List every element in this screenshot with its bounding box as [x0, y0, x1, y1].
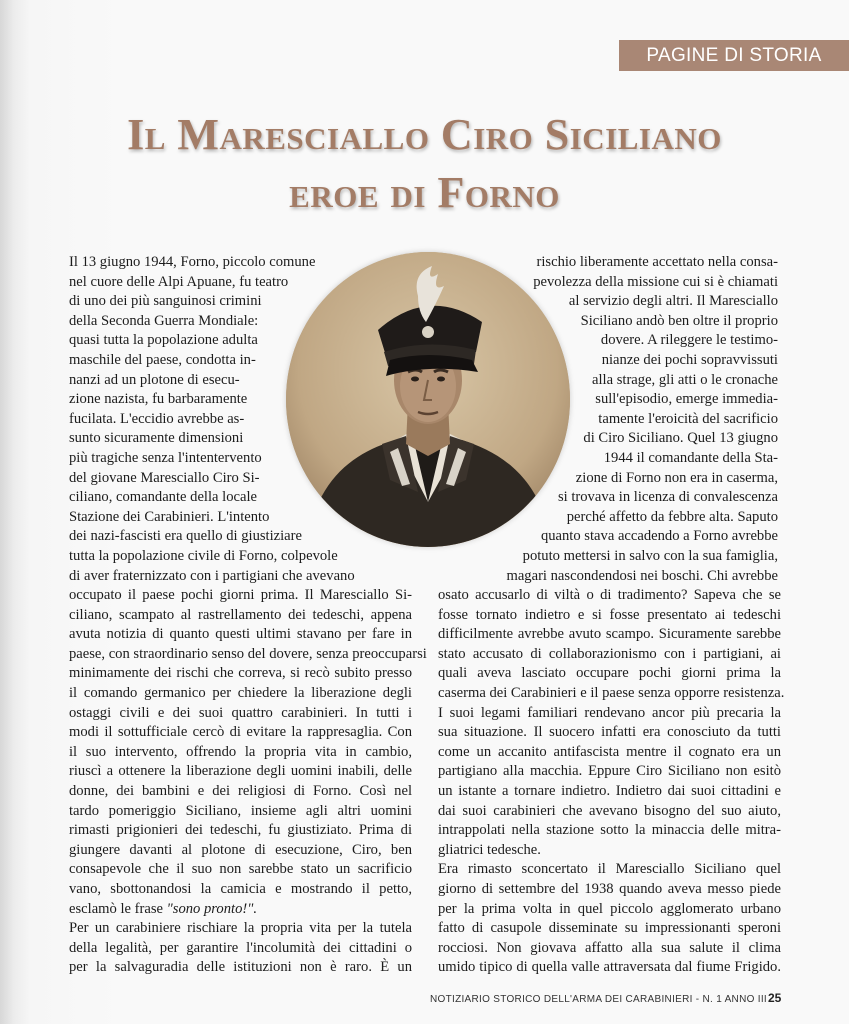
text-line: dovere. A rileggere le testimo-: [600, 332, 778, 349]
text-line: un istante a tornare indietro. Indietro dai suoi cittadini e: [438, 783, 781, 800]
text-line: Per un carabiniere rischiare la propria vita per la tutela: [69, 920, 412, 937]
text-line: zione di Forno non era in caserma,: [575, 469, 778, 486]
footer-publication: NOTIZIARIO STORICO DELL'ARMA DEI CARABINIERI - N. 1 ANNO III: [429, 994, 767, 1005]
text-line: modi il sottufficiale cercò di evitare la rappresaglia. Con: [69, 724, 412, 741]
text-line: ciliano, comandante della locale: [69, 489, 258, 506]
text-line: Era rimasto sconcertato il Maresciallo Siciliano quel: [438, 861, 781, 878]
text-line: osato accusarlo di viltà o di tradimento? Sapeva che se: [438, 587, 781, 604]
text-line: quasi tutta la popolazione adulta: [69, 332, 258, 349]
text-line: maschile del paese, condotta in-: [69, 351, 256, 368]
text-line: minimamente dei rischi che correva, si recò subito presso: [69, 665, 412, 682]
text-line: sull'episodio, emerge immedia-: [595, 391, 778, 408]
text-line: per la salvaguradia delle istituzioni non è raro. È un: [69, 959, 412, 976]
text-line: donne, dei bambini e dei religiosi di Forno. Così nel: [69, 783, 412, 800]
text-line: giungere davanti al plotone di esecuzione, Ciro, ben: [69, 841, 412, 858]
text-line: tutta la popolazione civile di Forno, colpevole: [69, 547, 338, 564]
text-line: dei nazi-fascisti era quello di giustiziare: [69, 528, 303, 545]
text-line: avuta notizia di quanto questi ultimi stavano per fare in: [69, 626, 412, 643]
text-line: della Seconda Guerra Mondiale:: [69, 312, 259, 329]
text-line: nel cuore delle Alpi Apuane, fu teatro: [69, 273, 289, 290]
text-line: quali aveva lasciato occupare pochi giorni prima la: [438, 665, 781, 682]
text-line: per la prima volta in quel piccolo agglomerato urbano: [438, 900, 781, 917]
text-line: Stazione dei Carabinieri. L'intento: [69, 508, 270, 525]
text-line: gliatrici tedesche.: [438, 841, 541, 858]
text-line: sua situazione. Il suocero infatti era conosciuto da tutti: [438, 724, 781, 741]
text-line: dai suoi carabinieri che avevano bisogno del suo aiuto,: [438, 802, 781, 819]
text-line: nanzi ad un plotone di esecu-: [69, 371, 240, 388]
article-title-line-2: eroe di Forno: [289, 168, 560, 217]
text-run: esclamò le frase: [69, 900, 167, 917]
text-line: fucilata. L'eccidio avrebbe as-: [69, 410, 245, 427]
text-line: stato accusato di collaborazionismo con i partigiani, ai: [438, 645, 781, 662]
text-line: perché affetto da febbre alta. Saputo: [566, 508, 778, 525]
section-label: PAGINE DI STORIA: [619, 40, 849, 71]
text-line: tamente l'eroicità del sacrificio: [598, 410, 778, 427]
text-line: umido tipico di quella valle attraversata dal fiume Frigido.: [438, 959, 781, 976]
text-line: fatto di casupole disseminate su impressionanti speroni: [438, 920, 781, 937]
text-line: [69, 900, 412, 920]
text-line: come un accanito antifascista mentre il cognato era un: [438, 743, 781, 760]
text-line: rocciosi. Non giovava affatto alla sua salute il clima: [438, 939, 781, 956]
text-line: più tragiche senza l'intentervento: [69, 449, 262, 466]
text-line: tardo pomeriggio Siciliano, insieme agli altri uomini: [69, 802, 412, 819]
text-line: I suoi legami familiari rendevano ancor più precaria la: [438, 704, 781, 721]
article-title-line-1: Il Maresciallo Ciro Siciliano: [127, 110, 722, 159]
text-line: quanto stava accadendo a Forno avrebbe: [540, 528, 778, 545]
text-line: sunto sicuramente dimensioni: [69, 430, 244, 447]
text-line: magari nascondendosi nei boschi. Chi avrebbe: [506, 567, 778, 584]
text-line: vano, sbottonandosi la camicia e mostrando il petto,: [69, 881, 412, 897]
right-column-text: [438, 253, 785, 978]
text-line: intrappolati nella stazione sotto la minaccia delle mitra-: [438, 822, 781, 839]
quote-text: "sono pronto!".: [166, 900, 258, 917]
text-line: giorno di settembre del 1938 quando aveva messo piede: [438, 881, 781, 897]
text-line: zione nazista, fu barbaramente: [69, 391, 248, 408]
text-line: pevolezza della missione cui si è chiamati: [533, 273, 778, 290]
text-line: il suo intervento, offrendo la propria vita in cambio,: [69, 743, 412, 760]
text-line: del giovane Maresciallo Ciro Si-: [69, 469, 260, 486]
text-line: Siciliano andò ben oltre il proprio: [580, 312, 778, 329]
text-line: Il 13 giugno 1944, Forno, piccolo comune: [69, 254, 316, 270]
text-line: potuto mettersi in salvo con la sua famiglia,: [522, 547, 778, 564]
text-line: il comando germanico per chiedere la liberazione degli: [69, 685, 412, 702]
text-line: rischio liberamente accettato nella consa-: [536, 254, 778, 270]
text-line: rimasti prigionieri dei tedeschi, fu giustiziato. Prima di: [69, 822, 412, 839]
text-line: fosse tornato indietro e si fosse presentato ai tedeschi: [438, 606, 781, 623]
page-number: 25: [768, 991, 782, 1005]
text-line: al servizio degli altri. Il Maresciallo: [568, 293, 778, 310]
left-column-text: [69, 253, 427, 978]
text-line: 1944 il comandante della Sta-: [603, 449, 778, 466]
text-line: ciliano, scampato al rastrellamento dei tedeschi, appena: [69, 606, 412, 623]
text-line: caserma dei Carabinieri e il paese senza opporre resistenza.: [438, 685, 785, 702]
text-line: partigiano alla macchia. Eppure Ciro Siciliano non esitò: [438, 763, 781, 780]
text-line: della legalità, per garantire l'incolumità dei cittadini o: [69, 939, 412, 956]
text-line: occupato il paese pochi giorni prima. Il Maresciallo Si-: [69, 587, 412, 604]
text-line: di aver fraternizzato con i partigiani che avevano: [69, 567, 355, 584]
text-line: consapevole che il suo non sarebbe stato un sacrificio: [69, 861, 412, 878]
text-line: difficilmente avrebbe avuto scampo. Sicuramente sarebbe: [438, 626, 781, 643]
text-line: paese, con straordinario senso del dovere, senza preoccuparsi: [69, 645, 427, 662]
text-line: di Ciro Siciliano. Quel 13 giugno: [583, 430, 778, 447]
text-line: di uno dei più sanguinosi crimini: [69, 293, 262, 310]
text-line: riuscì a ottenere la liberazione degli uomini inabili, delle: [69, 763, 412, 780]
text-line: nianze dei pochi sopravvissuti: [601, 351, 778, 368]
text-line: alla strage, gli atti o le cronache: [592, 371, 778, 388]
text-line: ostaggi civili e dei suoi quattro carabinieri. In tutti i: [69, 704, 412, 721]
text-line: si trovava in licenza di convalescenza: [557, 489, 778, 506]
